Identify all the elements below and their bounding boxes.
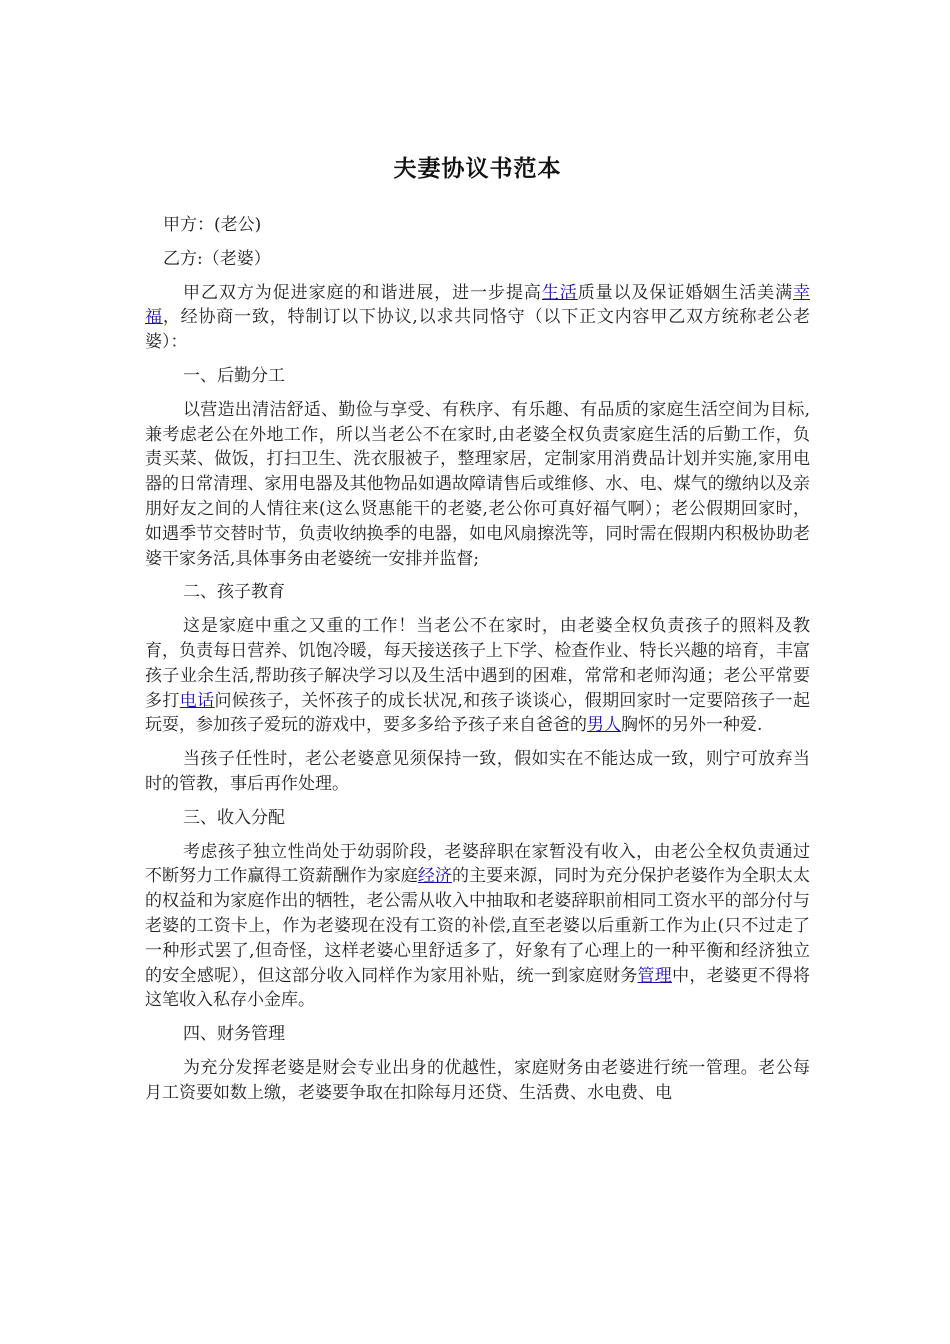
party-b: 乙方:（老婆） [163, 248, 271, 269]
section-heading-education: 二、孩子教育 [183, 582, 285, 603]
document-body [145, 150, 810, 1115]
income-text-3: 中，老婆更不得将这笔收入私存小金库。 [145, 965, 811, 1011]
education-text-2: 问候孩子，关怀孩子的成长状况,和孩子谈谈心，假期回家时一定要陪孩子一起玩耍，参加孩子爱玩的游戏中，要多多给予孩子来自爸爸的 [145, 690, 811, 736]
section-education-paragraph-2: 当孩子任性时，老公老婆意见须保持一致，假如实在不能达成一致，则宁可放弃当时的管教，事后再作处理。 [145, 749, 810, 794]
party-a: 甲方：(老公) [163, 215, 262, 235]
intro-text-2: 质量以及保证婚姻生活美满 [577, 282, 794, 303]
section-finance-paragraph: 为充分发挥老婆是财会专业出身的优越性，家庭财务由老婆进行统一管理。老公每月工资要如数上缴，老婆要争取在扣除每月还贷、生活费、水电费、电 [145, 1057, 810, 1103]
link-xingfu[interactable]: 幸福 [145, 282, 811, 328]
document-title: 夫妻协议书范本 [393, 156, 562, 182]
intro-paragraph [145, 281, 810, 355]
section-heading-income: 三、收入分配 [183, 807, 285, 828]
intro-text-3: ，经协商一致，特制订以下协议,以求共同恪守（以下正文内容甲乙双方统称老公老婆）： [145, 307, 810, 353]
income-text-1: 考虑孩子独立性尚处于幼弱阶段，老婆辞职在家暂没有收入，由老公全权负责通过不断努力工作赢得工资薪酬作为家庭 [145, 841, 810, 887]
income-text-2: 的主要来源，同时为充分保护老婆作为全职太太的权益和为家庭作出的牺牲，老公需从收入中抽取和老婆辞职前相同工资水平的部分付与老婆的工资卡上，作为老婆现在没有工资的补偿,直至老婆以后重新工作为止(只不过走了一种形式罢了,但奇怪，这样老婆心里舒适多了，好象有了心理上的一种平衡和经济独立的安全感呢），但这部分收入同样作为家用补贴，统一到家庭财务 [145, 866, 811, 986]
link-nanren[interactable]: 男人 [587, 715, 621, 736]
intro-text-1: 甲乙双方为促进家庭的和谐进展，进一步提高 [183, 282, 542, 303]
link-guanli[interactable]: 管理 [637, 965, 673, 986]
section-heading-finance: 四、财务管理 [183, 1024, 285, 1045]
link-dianhua[interactable]: 电话 [179, 690, 215, 711]
section-logistics-paragraph: 以营造出清洁舒适、勤俭与享受、有秩序、有乐趣、有品质的家庭生活空间为目标,兼考虑老公在外地工作，所以当老公不在家时,由老婆全权负责家庭生活的后勤工作，负责买菜、做饭，打扫卫生、洗衣服被子，整理家居，定制家用消费品计划并实施,家用电器的日常清理、家用电器及其他物品如遇故障请售后或维修、水、电、煤气的缴纳以及亲朋好友之间的人情往来(这么贤惠能干的老婆,老公你可真好福气啊）；老公假期回家时，如遇季节交替时节，负责收纳换季的电器，如电风扇擦洗等，同时需在假期内积极协助老婆干家务活,具体事务由老婆统一安排并监督; [145, 399, 810, 569]
link-shenghuo[interactable]: 生活 [541, 282, 578, 303]
section-education-paragraph-1 [145, 614, 810, 738]
section-income-paragraph [145, 840, 810, 1014]
education-text-1: 这是家庭中重之又重的工作！当老公不在家时，由老婆全权负责孩子的照料及教育，负责每日营养、饥饱冷暖，每天接送孩子上下学、检查作业、特长兴趣的培育，丰富孩子业余生活,帮助孩子解决学习以及生活中遇到的困难，常常和老师沟通；老公平常要多打 [145, 616, 810, 711]
education-text-3: 胸怀的另外一种爱. [621, 715, 763, 736]
section-heading-logistics: 一、后勤分工 [183, 365, 285, 386]
link-jingji[interactable]: 经济 [417, 866, 452, 887]
